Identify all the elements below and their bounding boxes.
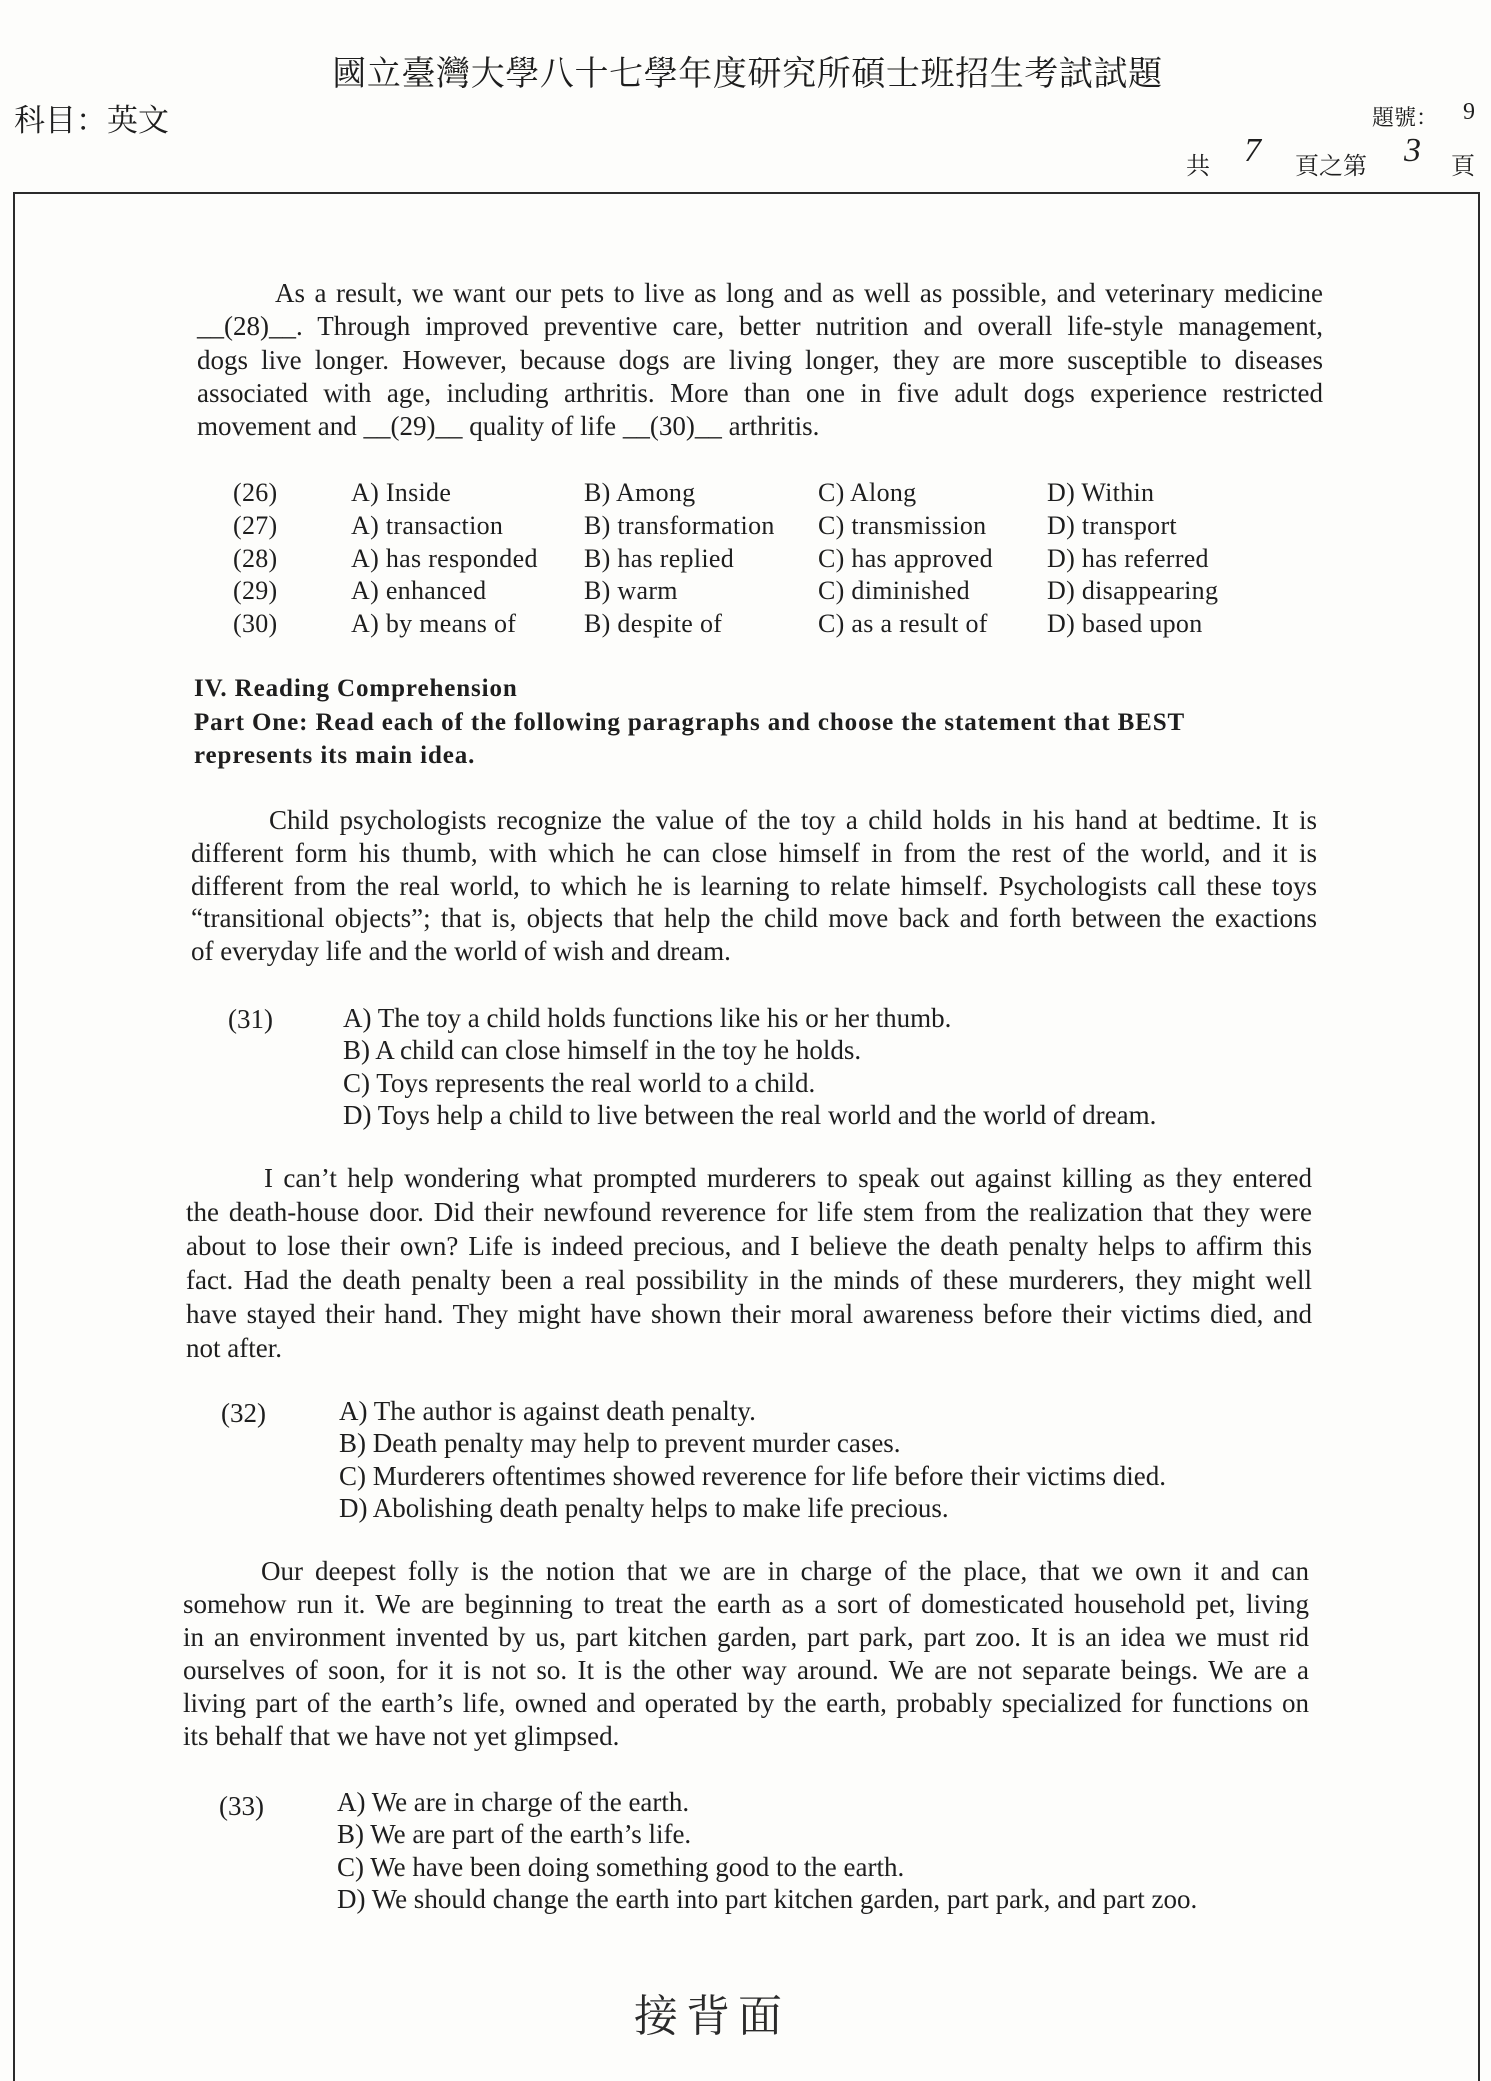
- passage-line: ourselves of soon, for it is not so. It is the other way around. We are not separate beings. We are a: [183, 1655, 1309, 1685]
- option-b: B) We are part of the earth’s life.: [337, 1819, 692, 1850]
- option-c: C) Along: [818, 478, 917, 507]
- question-number: (32): [221, 1398, 266, 1428]
- option-b: B) has replied: [584, 543, 735, 573]
- current-page: 3: [1404, 132, 1421, 169]
- passage-line: __(28)__. Through improved preventive care, better nutrition and overall life-style management,: [197, 311, 1323, 342]
- passage-line: Child psychologists recognize the value of the toy a child holds in his hand at bedtime. It is: [269, 805, 1317, 835]
- passage-line: movement and __(29)__ quality of life __(30)__ arthritis.: [197, 411, 820, 441]
- option-b: B) despite of: [584, 609, 723, 638]
- option-a: A) transaction: [351, 510, 504, 540]
- section-heading-block: [194, 672, 1185, 773]
- option-b: B) warm: [584, 576, 678, 606]
- option-a: A) enhanced: [351, 576, 487, 606]
- option-a: A) The author is against death penalty.: [339, 1396, 756, 1426]
- passage-line: I can’t help wondering what prompted murderers to speak out against killing as they entered: [264, 1163, 1312, 1193]
- passage-line: living part of the earth’s life, owned and operated by the earth, probably specialized for functions on: [183, 1688, 1309, 1718]
- item-number: (28): [233, 543, 278, 573]
- passage-line: Our deepest folly is the notion that we are in charge of the place, that we own it and can: [261, 1556, 1309, 1586]
- reading-passage: [191, 804, 1317, 968]
- passage-line: fact. Had the death penalty been a real possibility in the minds of these murderers, they might well: [186, 1265, 1312, 1295]
- passage-line: about to lose their own? Life is indeed precious, and I believe the death penalty helps to affirm this: [186, 1231, 1312, 1261]
- option-d: D) disappearing: [1047, 576, 1219, 606]
- option-c: C) We have been doing something good to the earth.: [337, 1851, 905, 1882]
- passage-line: “transitional objects”; that is, objects that help the child move back and forth between the exactions: [191, 903, 1317, 934]
- passage-line: As a result, we want our pets to live as long and as well as possible, and veterinary medicine: [275, 278, 1323, 308]
- total-pages: 7: [1244, 132, 1261, 169]
- passage-line: not after.: [186, 1333, 282, 1363]
- option-d: D) based upon: [1047, 609, 1203, 638]
- question-number: (33): [219, 1791, 264, 1821]
- option-d: D) has referred: [1047, 543, 1209, 573]
- item-number: (30): [233, 609, 278, 638]
- option-a: A) by means of: [351, 609, 517, 638]
- reading-passage: [186, 1161, 1312, 1365]
- option-d: D) transport: [1047, 510, 1177, 540]
- passage-line: different from the real world, to which he is learning to relate himself. Psychologists call these toys: [191, 870, 1317, 901]
- section-instructions: Part One: Read each of the following paragraphs and choose the statement that BEST: [194, 708, 1186, 736]
- subject-label: 科目：英文: [14, 103, 169, 139]
- item-number: (27): [233, 510, 278, 540]
- option-c: C) diminished: [818, 576, 970, 606]
- passage-line: of everyday life and the world of wish and dream.: [191, 936, 731, 966]
- option-d: D) Abolishing death penalty helps to make life precious.: [339, 1492, 949, 1523]
- reading-passage: [183, 1555, 1309, 1753]
- option-a: A) The toy a child holds functions like his or her thumb.: [343, 1003, 952, 1033]
- question-number: (31): [228, 1004, 273, 1034]
- option-b: B) Death penalty may help to prevent murder cases.: [339, 1428, 901, 1459]
- answer-options: [337, 1786, 1197, 1915]
- item-number: (26): [233, 478, 278, 507]
- exam-title: 國立臺灣大學八十七學年度研究所碩士班招生考試試題: [332, 54, 1163, 94]
- page-count-middle: 頁之第: [1295, 152, 1367, 180]
- passage-line: in an environment invented by us, part kitchen garden, part park, part zoo. It is an idea we must rid: [183, 1622, 1309, 1652]
- option-b: B) transformation: [584, 510, 775, 540]
- passage-line: have stayed their hand. They might have shown their moral awareness before their victims died, and: [186, 1299, 1312, 1329]
- section-instructions: represents its main idea.: [194, 742, 476, 769]
- question-number: 9: [1463, 99, 1475, 125]
- section-heading: IV. Reading Comprehension: [194, 675, 518, 702]
- passage-line: associated with age, including arthritis. More than one in five adult dogs experience restricted: [197, 377, 1323, 408]
- answer-options: [339, 1395, 1166, 1524]
- page-count-prefix: 共: [1186, 152, 1210, 180]
- option-b: B) Among: [584, 478, 696, 507]
- option-a: A) We are in charge of the earth.: [337, 1787, 690, 1817]
- option-c: C) has approved: [818, 543, 993, 573]
- passage-line: different form his thumb, with which he can close himself in from the rest of the world, and it is: [191, 837, 1317, 868]
- item-number: (29): [233, 576, 278, 606]
- option-a: A) has responded: [351, 543, 538, 573]
- passage-line: somehow run it. We are beginning to treat the earth as a sort of domesticated household pet, living: [183, 1589, 1309, 1619]
- cloze-passage: [197, 277, 1323, 443]
- option-b: B) A child can close himself in the toy he holds.: [343, 1035, 862, 1066]
- option-a: A) Inside: [351, 478, 452, 507]
- answer-options: [343, 1002, 1156, 1131]
- passage-line: dogs live longer. However, because dogs are living longer, they are more susceptible to diseases: [197, 344, 1323, 375]
- continue-on-back-note: 接背面: [634, 1991, 790, 2042]
- option-d: D) We should change the earth into part kitchen garden, part park, and part zoo.: [337, 1883, 1198, 1914]
- option-d: D) Within: [1047, 478, 1155, 507]
- option-c: C) transmission: [818, 510, 987, 540]
- option-c: C) Murderers oftentimes showed reverence for life before their victims died.: [339, 1460, 1166, 1491]
- passage-line: its behalf that we have not yet glimpsed.: [183, 1721, 620, 1751]
- option-c: C) Toys represents the real world to a child.: [343, 1067, 816, 1098]
- page-count-suffix: 頁: [1451, 152, 1475, 180]
- option-c: C) as a result of: [818, 609, 988, 638]
- question-number-label: 題號：: [1372, 106, 1439, 131]
- passage-line: the death-house door. Did their newfound reverence for life stem from the realization that they were: [186, 1197, 1312, 1227]
- option-d: D) Toys help a child to live between the real world and the world of dream.: [343, 1099, 1157, 1130]
